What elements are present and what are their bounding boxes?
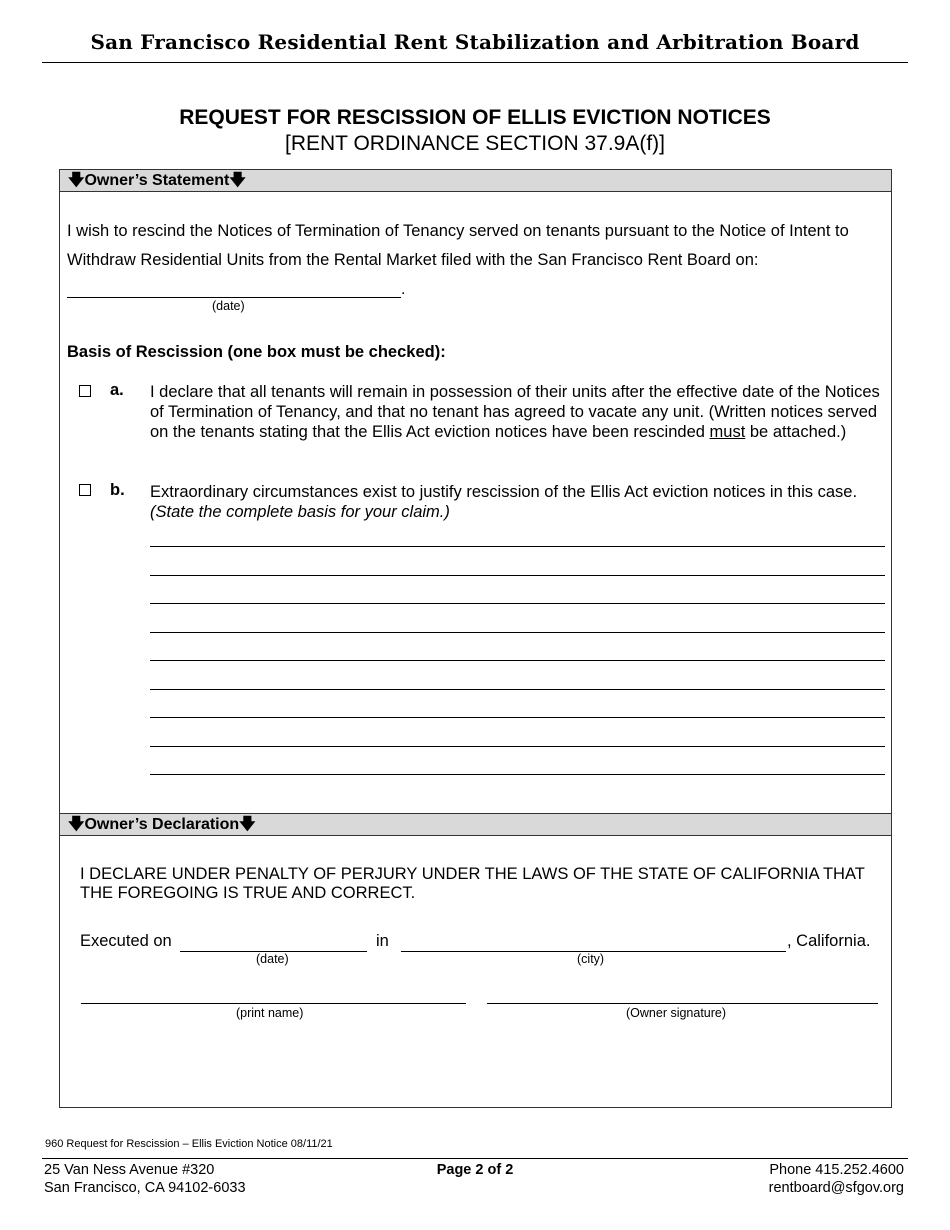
claim-line[interactable] — [150, 603, 885, 604]
period-mark: . — [401, 281, 406, 298]
option-a-checkbox[interactable] — [79, 385, 91, 397]
footer-contact — [769, 1161, 904, 1197]
section-label: Owner’s Declaration — [84, 816, 240, 833]
claim-line[interactable] — [150, 717, 885, 718]
down-arrow-icon: 🡇 — [68, 172, 85, 189]
claim-line[interactable] — [150, 660, 885, 661]
filing-date-caption: (date) — [212, 299, 245, 313]
claim-line[interactable] — [150, 632, 885, 633]
claim-line[interactable] — [150, 774, 885, 775]
claim-line[interactable] — [150, 575, 885, 576]
section-label: Owner’s Statement — [84, 172, 230, 189]
option-a-text: I declare that all tenants will remain in possession of their units after the effective date of the Notices of Termination of Tenancy, and that no tenant has agreed to vacate any unit. (Written notices served on the tenants stating that the Ellis Act eviction notices have been rescinded must be attached.) — [150, 383, 880, 441]
address-line-2: San Francisco, CA 94102-6033 — [44, 1180, 246, 1196]
down-arrow-icon: 🡇 — [68, 816, 85, 833]
form-title: REQUEST FOR RESCISSION OF ELLIS EVICTION NOTICES — [179, 106, 771, 129]
option-a-letter: a. — [110, 381, 124, 399]
address-line-1: 25 Van Ness Avenue #320 — [44, 1162, 215, 1178]
rescission-intro-text: I wish to rescind the Notices of Termination of Tenancy served on tenants pursuant to the Notice of Intent to Withdraw Residential Units from the Rental Market filed with the San Francisco Rent Board on: — [67, 222, 849, 269]
form-subtitle: [RENT ORDINANCE SECTION 37.9A(f)] — [284, 132, 665, 155]
organization-header: San Francisco Residential Rent Stabilization and Arbitration Board — [90, 30, 860, 54]
option-b-letter: b. — [110, 481, 125, 499]
header-divider — [42, 62, 908, 63]
perjury-declaration: I DECLARE UNDER PENALTY OF PERJURY UNDER THE LAWS OF THE STATE OF CALIFORNIA THAT THE FOREGOING IS TRUE AND CORRECT. — [80, 865, 865, 902]
emphasis-must: must — [709, 423, 746, 441]
owner-declaration-section-header — [59, 813, 892, 836]
claim-line[interactable] — [150, 546, 885, 547]
state-suffix: , California. — [787, 932, 871, 950]
form-version-note: 960 Request for Rescission – Ellis Eviction Notice 08/11/21 — [45, 1138, 333, 1150]
down-arrow-icon: 🡇 — [229, 172, 246, 189]
in-label: in — [376, 932, 389, 950]
claim-instruction: (State the complete basis for your claim.) — [150, 503, 450, 521]
form-frame — [59, 169, 892, 1108]
claim-line[interactable] — [150, 746, 885, 747]
executed-on-label: Executed on — [80, 932, 172, 950]
claim-line[interactable] — [150, 689, 885, 690]
option-b-checkbox[interactable] — [79, 484, 91, 496]
down-arrow-icon: 🡇 — [239, 816, 256, 833]
filing-date-field[interactable] — [67, 297, 401, 298]
owner-signature-field[interactable] — [487, 1003, 878, 1004]
owner-signature-caption: (Owner signature) — [626, 1006, 727, 1020]
email-address: rentboard@sfgov.org — [768, 1180, 904, 1196]
print-name-caption: (print name) — [236, 1006, 304, 1020]
footer-divider — [42, 1158, 908, 1159]
execution-date-caption: (date) — [256, 952, 289, 966]
print-name-field[interactable] — [81, 1003, 466, 1004]
execution-city-caption: (city) — [577, 952, 605, 966]
basis-heading: Basis of Rescission (one box must be checked): — [67, 343, 446, 361]
page-number: Page 2 of 2 — [436, 1162, 514, 1178]
owner-statement-section-header — [59, 169, 892, 192]
option-b-text: Extraordinary circumstances exist to justify rescission of the Ellis Act eviction notices in this case. (State the complete basis for your claim.) — [150, 483, 858, 521]
phone-number: Phone 415.252.4600 — [769, 1162, 904, 1178]
